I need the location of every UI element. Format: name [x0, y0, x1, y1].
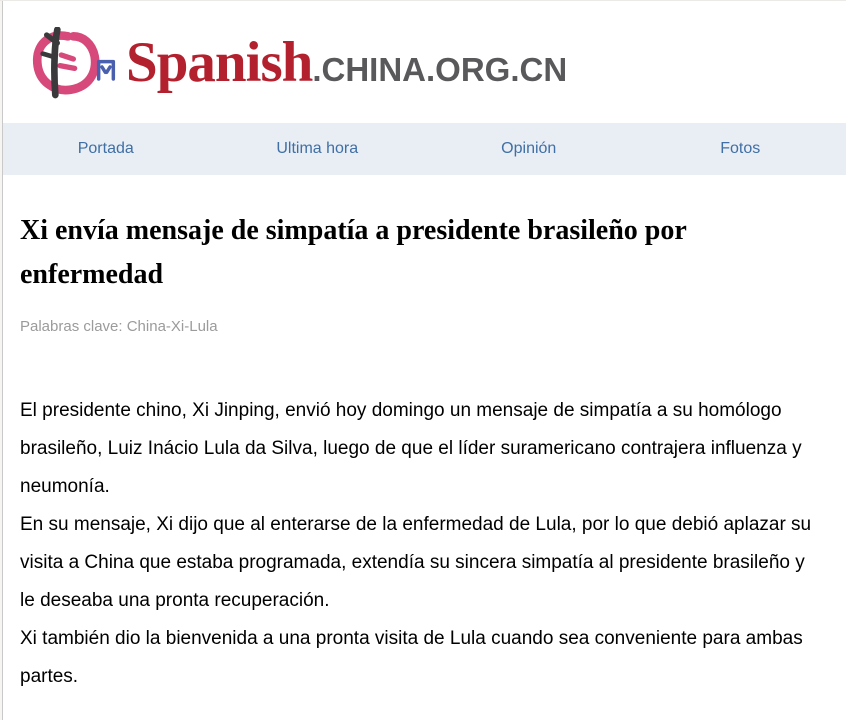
nav-item-portada[interactable]: Portada [77, 140, 134, 157]
site-header [0, 1, 846, 123]
article-title: Xi envía mensaje de simpatía a presidente brasileño por enfermedad [20, 215, 687, 290]
nav-item-ultima-hora[interactable]: Ultima hora [276, 140, 359, 157]
nav-item-fotos[interactable]: Fotos [720, 140, 761, 157]
brand-text [126, 30, 567, 95]
page-left-border [0, 1, 3, 720]
article-paragraph: El presidente chino, Xi Jinping, envió hoy domingo un mensaje de simpatía a su homólogo brasileño, Luiz Inácio Lula da Silva, luego de que el líder suramericano contrajera influenza y neumonía. [20, 400, 802, 497]
main-nav [0, 123, 846, 175]
article [0, 209, 846, 696]
nav-item-opinion[interactable]: Opinión [501, 140, 557, 157]
article-paragraph: Xi también dio la bienvenida a una pronta visita de Lula cuando sea conveniente para ambas partes. [20, 628, 803, 687]
china-net-logo-icon [28, 27, 116, 99]
article-body [20, 392, 816, 696]
brand-primary-label: Spanish [126, 30, 313, 94]
article-keywords: Palabras clave: China-Xi-Lula [20, 318, 218, 335]
brand-secondary-label: .CHINA.ORG.CN [312, 50, 568, 88]
article-paragraph: En su mensaje, Xi dijo que al enterarse de la enfermedad de Lula, por lo que debió aplazar su visita a China que estaba programada, extendía su sincera simpatía al presidente brasileño y le deseaba una pronta recuperación. [20, 514, 812, 611]
site-logo[interactable] [28, 25, 567, 99]
